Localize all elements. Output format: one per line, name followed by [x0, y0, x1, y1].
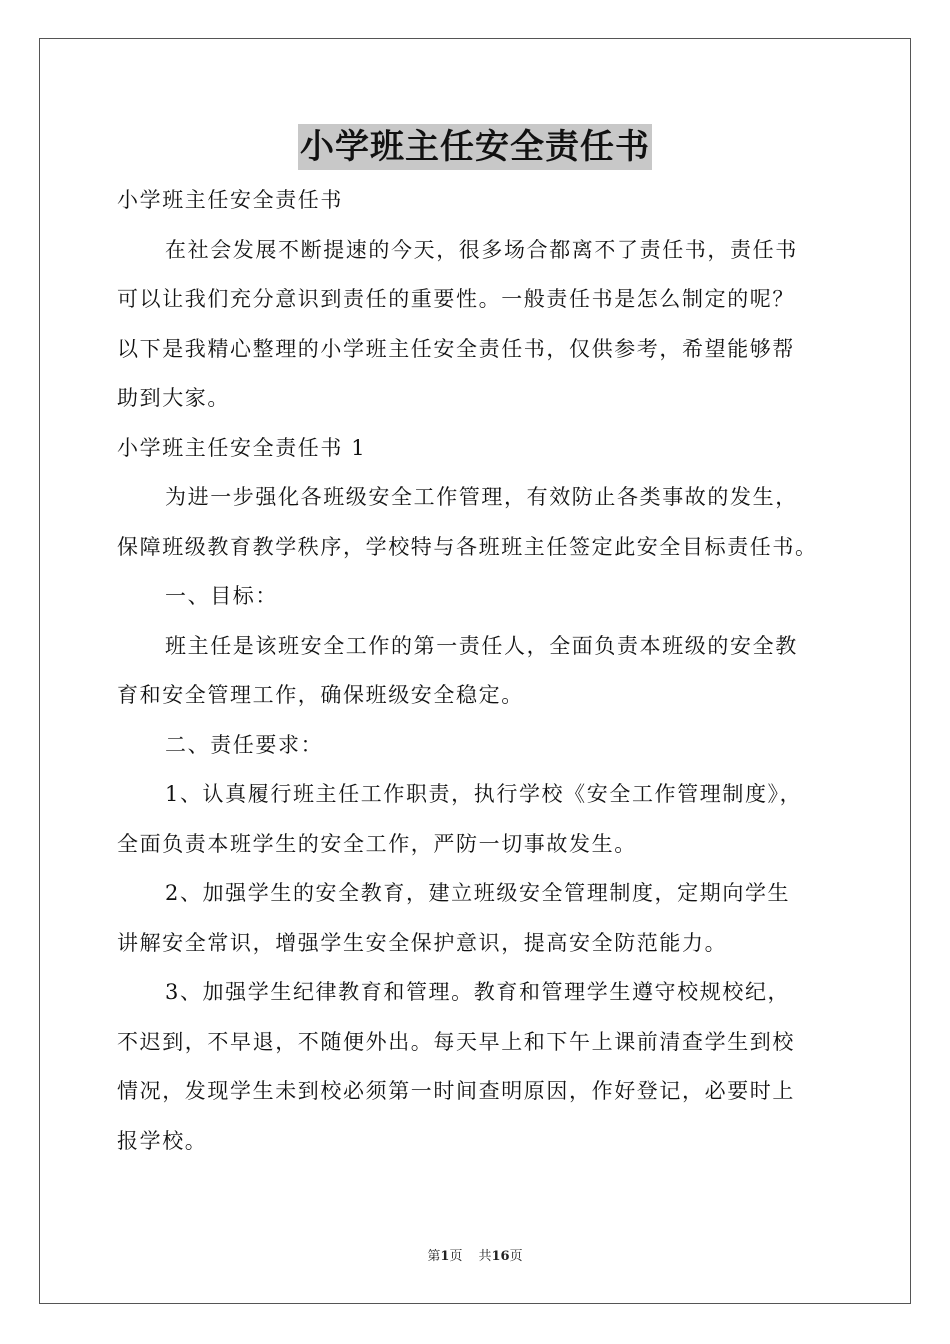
total-unit: 页 [509, 1249, 523, 1264]
body-text-line: 全面负责本班学生的安全工作，严防一切事故发生。 [117, 831, 637, 856]
body-text-line: 3、加强学生纪律教育和管理。教育和管理学生遵守校规校纪， [165, 980, 791, 1004]
page-prefix: 第 [427, 1249, 441, 1264]
body-text-line: 以下是我精心整理的小学班主任安全责任书，仅供参考，希望能够帮 [117, 336, 795, 361]
body-text-line: 2、加强学生的安全教育，建立班级安全管理制度，定期向学生 [165, 881, 791, 905]
body-text-line: 助到大家。 [117, 386, 230, 410]
body-text-line: 为进一步强化各班级安全工作管理，有效防止各类事故的发生， [165, 485, 798, 509]
total-prefix: 共 [478, 1249, 492, 1264]
body-text-line: 在社会发展不断提速的今天，很多场合都离不了责任书，责任书 [165, 237, 798, 262]
body-text-line: 报学校。 [117, 1128, 208, 1153]
body-text-line: 情况，发现学生未到校必须第一时间查明原因，作好登记，必要时上 [117, 1079, 795, 1103]
title-container [0, 124, 950, 170]
document-body [117, 176, 837, 1166]
body-text-line: 讲解安全常识，增强学生安全保护意识，提高安全防范能力。 [117, 930, 728, 955]
body-text-line: 一、目标： [165, 584, 278, 608]
body-text-line: 班主任是该班安全工作的第一责任人，全面负责本班级的安全教 [165, 633, 798, 658]
body-text-line: 保障班级教育教学秩序，学校特与各班班主任签定此安全目标责任书。 [117, 534, 818, 559]
body-text-line: 1、认真履行班主任工作职责，执行学校《安全工作管理制度》， [165, 782, 803, 806]
total-page-count: 16 [491, 1249, 510, 1264]
body-text-line: 小学班主任安全责任书 1 [117, 435, 367, 460]
page-unit: 页 [449, 1249, 463, 1264]
page-footer [0, 1248, 950, 1266]
body-text-line: 育和安全管理工作，确保班级安全稳定。 [117, 683, 524, 707]
document-title: 小学班主任安全责任书 [298, 124, 652, 170]
body-text-line: 可以让我们充分意识到责任的重要性。一般责任书是怎么制定的呢？ [117, 287, 795, 311]
body-text-line: 不迟到，不早退，不随便外出。每天早上和下午上课前清查学生到校 [117, 1029, 795, 1054]
current-page-number: 1 [440, 1249, 450, 1264]
body-text-line: 二、责任要求： [165, 732, 324, 757]
body-text-line: 小学班主任安全责任书 [117, 188, 343, 212]
